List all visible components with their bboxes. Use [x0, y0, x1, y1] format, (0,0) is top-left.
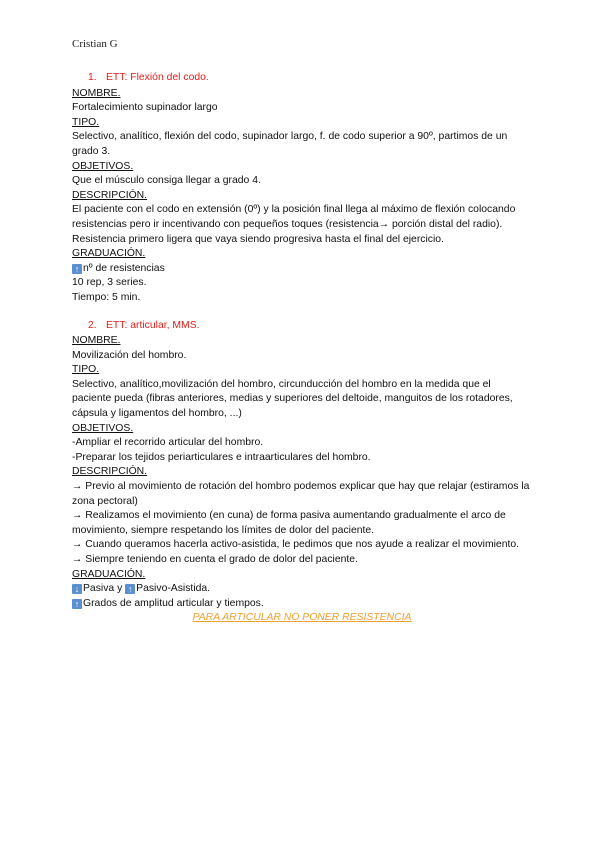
section-2-nombre-label: NOMBRE. — [72, 335, 121, 347]
up-arrow-icon: ↑ — [125, 584, 135, 594]
section-1-graduacion-3: Tiempo: 5 min. — [72, 291, 141, 303]
section-1-objetivos-label: OBJETIVOS. — [72, 160, 134, 172]
section-2-tipo-label: TIPO. — [72, 364, 100, 376]
section-2-objetivo-2: -Preparar los tejidos periarticulares e intraarticulares del hombro. — [72, 451, 371, 463]
document-body — [72, 71, 532, 626]
section-1-number: 1. — [88, 72, 97, 83]
author-name: Cristian G — [72, 38, 118, 50]
section-2-graduacion-asistida: Pasivo-Asistida. — [136, 583, 211, 595]
section-2-graduacion-pasiva: Pasiva y — [83, 583, 126, 595]
up-arrow-icon: ↑ — [72, 264, 82, 274]
section-1-graduacion-1 — [72, 262, 532, 277]
section-2-heading — [72, 319, 532, 334]
section-1-graduacion-1-text: nº de resistencias — [83, 262, 165, 274]
section-1-tipo-label: TIPO. — [72, 116, 100, 128]
section-2-descripcion-3: → Cuando queramos hacerla activo-asistida, le pedimos que nos ayude a realizar el movimiento. — [72, 539, 520, 551]
section-2-tipo: Selectivo, analítico,movilización del hombro, circunducción del hombro en la medida que el paciente pueda (fibras anteriores, medias y superiores del deltoide, manguitos de los rotadores, cápsula y ligamentos del hombro, ...) — [72, 378, 513, 420]
section-1-descripcion-1: El paciente con el codo en extensión (0º) y la posición final llega al máximo de flexión colocando resistencias pero ir incentivando con pequeños toques (resistencia→ porción distal del radio). — [72, 204, 516, 230]
section-2-graduacion-grados: Grados de amplitud articular y tiempos. — [83, 597, 264, 609]
section-2-graduacion-1 — [72, 582, 532, 597]
section-2-descripcion-1: → Previo al movimiento de rotación del hombro podemos explicar que hay que relajar (estiramos la zona pectoral) — [72, 481, 530, 507]
section-1-descripcion-label: DESCRIPCIÓN. — [72, 189, 148, 201]
section-2-graduacion-2 — [72, 597, 532, 612]
section-2-descripcion-4: → Siempre teniendo en cuenta el grado de dolor del paciente. — [72, 554, 358, 565]
section-1-graduacion-label: GRADUACIÓN. — [72, 248, 146, 260]
section-1-nombre-label: NOMBRE. — [72, 87, 121, 99]
section-1-heading — [72, 71, 532, 86]
section-2-nombre: Movilización del hombro. — [72, 349, 187, 361]
section-2-objetivo-1: -Ampliar el recorrido articular del hombro. — [72, 437, 264, 449]
up-arrow-icon: ↑ — [72, 599, 82, 609]
note-no-resistance: PARA ARTICULAR NO PONER RESISTENCIA — [192, 612, 412, 624]
section-2-descripcion-2: → Realizamos el movimiento (en cuna) de forma pasiva aumentando gradualmente el arco de movimiento, siempre respetando los límites de dolor del paciente. — [72, 510, 506, 536]
section-2-title: ETT: articular, MMS. — [106, 319, 200, 331]
section-2-objetivos-label: OBJETIVOS. — [72, 422, 134, 434]
section-1-objetivo: Que el músculo consiga llegar a grado 4. — [72, 175, 261, 187]
section-1-graduacion-2: 10 rep, 3 series. — [72, 277, 147, 289]
section-1-descripcion-2: Resistencia primero ligera que vaya siendo progresiva hasta el final del ejercicio. — [72, 233, 444, 245]
section-1-nombre: Fortalecimiento supinador largo — [72, 102, 218, 114]
section-1-title: ETT: Flexión del codo. — [106, 72, 209, 83]
down-arrow-icon: ↓ — [72, 584, 82, 594]
section-1-tipo: Selectivo, analítico, flexión del codo, supinador largo, f. de codo superior a 90º, partimos de un grado 3. — [72, 131, 508, 157]
section-2-descripcion-label: DESCRIPCIÓN. — [72, 466, 148, 478]
section-2-graduacion-label: GRADUACIÓN. — [72, 568, 146, 580]
section-2-number: 2. — [88, 319, 97, 331]
